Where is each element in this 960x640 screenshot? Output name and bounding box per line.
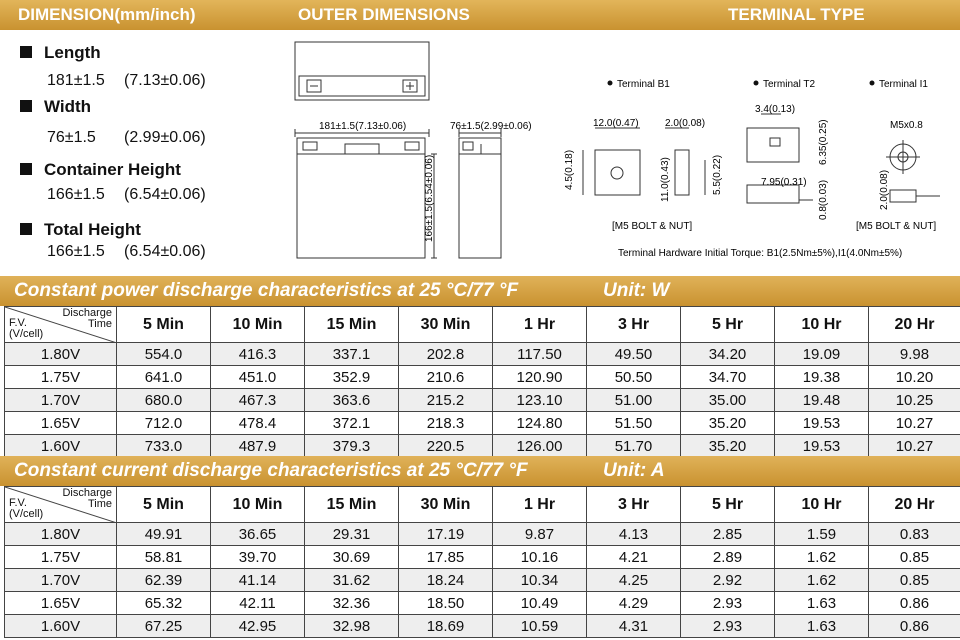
corner-fv: F.V. (V/cell) — [9, 317, 44, 340]
b1-height-text: 4.5(0.18) — [564, 149, 575, 190]
table-corner-cell — [5, 487, 117, 523]
value-cell: 51.00 — [587, 389, 681, 412]
value-cell: 19.53 — [775, 435, 869, 458]
current-section-header — [0, 456, 960, 486]
value-cell: 10.16 — [493, 546, 587, 569]
column-header: 10 Min — [211, 487, 305, 523]
dim-container-height-mm: 166±1.5 — [47, 186, 105, 203]
value-cell: 337.1 — [305, 343, 399, 366]
value-cell: 379.3 — [305, 435, 399, 458]
value-cell: 10.27 — [869, 412, 960, 435]
value-cell: 67.25 — [117, 615, 211, 638]
dim-length-mm: 181±1.5 — [47, 72, 105, 89]
value-cell: 712.0 — [117, 412, 211, 435]
column-header: 3 Hr — [587, 487, 681, 523]
dim-container-height-label: Container Height — [20, 160, 181, 180]
terminal-type-drawing — [555, 30, 960, 270]
square-bullet-icon — [20, 46, 32, 58]
value-cell: 0.83 — [869, 523, 960, 546]
i1-bolt-note: [M5 BOLT & NUT] — [856, 221, 937, 232]
value-cell: 210.6 — [399, 366, 493, 389]
value-cell: 36.65 — [211, 523, 305, 546]
corner-fv: F.V. (V/cell) — [9, 497, 44, 520]
table-row — [5, 569, 960, 592]
column-header: 1 Hr — [493, 487, 587, 523]
dim-width-inch: (2.99±0.06) — [124, 129, 206, 146]
value-cell: 0.85 — [869, 546, 960, 569]
value-cell: 2.89 — [681, 546, 775, 569]
value-cell: 2.92 — [681, 569, 775, 592]
fv-cell: 1.65V — [5, 592, 117, 615]
length-dimension-text: 181±1.5(7.13±0.06) — [319, 121, 407, 132]
value-cell: 65.32 — [117, 592, 211, 615]
value-cell: 467.3 — [211, 389, 305, 412]
table-corner-cell — [5, 307, 117, 343]
dim-length-label: Length — [20, 43, 101, 63]
torque-note: Terminal Hardware Initial Torque: B1(2.5Nm±5%),I1(4.0Nm±5%) — [618, 248, 903, 259]
value-cell: 50.50 — [587, 366, 681, 389]
top-header-bar — [0, 0, 960, 30]
fv-cell: 1.80V — [5, 343, 117, 366]
value-cell: 2.93 — [681, 615, 775, 638]
fv-cell: 1.75V — [5, 546, 117, 569]
table-row — [5, 546, 960, 569]
terminal-b1-label: Terminal B1 — [617, 79, 670, 90]
value-cell: 1.62 — [775, 546, 869, 569]
column-header: 5 Min — [117, 487, 211, 523]
value-cell: 117.50 — [493, 343, 587, 366]
value-cell: 554.0 — [117, 343, 211, 366]
value-cell: 34.20 — [681, 343, 775, 366]
top-view — [295, 42, 429, 100]
height-dimension-text: 166±1.5(6.54±0.06) — [424, 154, 435, 242]
table-row — [5, 435, 960, 458]
value-cell: 9.98 — [869, 343, 960, 366]
value-cell: 32.98 — [305, 615, 399, 638]
column-header: 1 Hr — [493, 307, 587, 343]
dimension-title: DIMENSION(mm/inch) — [18, 5, 196, 24]
value-cell: 30.69 — [305, 546, 399, 569]
value-cell: 10.49 — [493, 592, 587, 615]
column-header: 30 Min — [399, 487, 493, 523]
value-cell: 42.95 — [211, 615, 305, 638]
value-cell: 10.34 — [493, 569, 587, 592]
value-cell: 2.93 — [681, 592, 775, 615]
value-cell: 451.0 — [211, 366, 305, 389]
column-header: 5 Hr — [681, 307, 775, 343]
value-cell: 1.63 — [775, 615, 869, 638]
value-cell: 49.50 — [587, 343, 681, 366]
value-cell: 19.48 — [775, 389, 869, 412]
corner-discharge-time: Discharge Time — [62, 307, 112, 330]
column-header: 10 Hr — [775, 487, 869, 523]
column-header: 5 Min — [117, 307, 211, 343]
value-cell: 29.31 — [305, 523, 399, 546]
value-cell: 124.80 — [493, 412, 587, 435]
value-cell: 31.62 — [305, 569, 399, 592]
value-cell: 215.2 — [399, 389, 493, 412]
dim-total-height-mm: 166±1.5 — [47, 243, 105, 260]
value-cell: 487.9 — [211, 435, 305, 458]
bullet-icon — [870, 81, 875, 86]
value-cell: 0.86 — [869, 615, 960, 638]
dim-container-height-inch: (6.54±0.06) — [124, 186, 206, 203]
value-cell: 4.29 — [587, 592, 681, 615]
value-cell: 39.70 — [211, 546, 305, 569]
fv-cell: 1.70V — [5, 569, 117, 592]
value-cell: 58.81 — [117, 546, 211, 569]
fv-cell: 1.65V — [5, 412, 117, 435]
b1-thickness-text: 2.0(0.08) — [665, 118, 706, 129]
table-row — [5, 343, 960, 366]
t2-length-text: 7.95(0.31) — [761, 177, 807, 188]
value-cell: 9.87 — [493, 523, 587, 546]
bullet-icon — [754, 81, 759, 86]
value-cell: 218.3 — [399, 412, 493, 435]
i1-bolt-text: M5x0.8 — [890, 120, 923, 131]
value-cell: 34.70 — [681, 366, 775, 389]
value-cell: 1.63 — [775, 592, 869, 615]
fv-cell: 1.75V — [5, 366, 117, 389]
corner-discharge-time: Discharge Time — [62, 487, 112, 510]
fv-cell: 1.80V — [5, 523, 117, 546]
i1-thickness-text: 2.0(0.08) — [879, 169, 890, 210]
value-cell: 51.50 — [587, 412, 681, 435]
b1-width-text: 12.0(0.47) — [593, 118, 639, 129]
value-cell: 51.70 — [587, 435, 681, 458]
square-bullet-icon — [20, 100, 32, 112]
value-cell: 35.20 — [681, 412, 775, 435]
column-header: 15 Min — [305, 307, 399, 343]
table-row — [5, 366, 960, 389]
bullet-icon — [608, 81, 613, 86]
value-cell: 18.50 — [399, 592, 493, 615]
value-cell: 680.0 — [117, 389, 211, 412]
value-cell: 42.11 — [211, 592, 305, 615]
value-cell: 19.53 — [775, 412, 869, 435]
value-cell: 478.4 — [211, 412, 305, 435]
column-header: 30 Min — [399, 307, 493, 343]
value-cell: 62.39 — [117, 569, 211, 592]
table-header-row — [5, 487, 960, 523]
t2-height-text: 6.35(0.25) — [818, 119, 829, 165]
value-cell: 641.0 — [117, 366, 211, 389]
outer-dimension-drawing — [285, 30, 555, 270]
value-cell: 363.6 — [305, 389, 399, 412]
dim-total-height-label: Total Height — [20, 220, 141, 240]
value-cell: 32.36 — [305, 592, 399, 615]
value-cell: 372.1 — [305, 412, 399, 435]
value-cell: 10.20 — [869, 366, 960, 389]
dim-width-mm: 76±1.5 — [47, 129, 96, 146]
value-cell: 126.00 — [493, 435, 587, 458]
column-header: 20 Hr — [869, 487, 960, 523]
table-row — [5, 389, 960, 412]
value-cell: 4.25 — [587, 569, 681, 592]
value-cell: 733.0 — [117, 435, 211, 458]
power-section-unit: Unit: W — [603, 280, 670, 301]
value-cell: 416.3 — [211, 343, 305, 366]
dim-length-inch: (7.13±0.06) — [124, 72, 206, 89]
dim-width-label: Width — [20, 97, 91, 117]
table-header-row — [5, 307, 960, 343]
terminal-i1-label: Terminal I1 — [879, 79, 928, 90]
square-bullet-icon — [20, 223, 32, 235]
current-section-title: Constant current discharge characteristics at 25 °C/77 °F — [14, 460, 528, 481]
value-cell: 1.62 — [775, 569, 869, 592]
current-table-body — [5, 523, 960, 638]
value-cell: 49.91 — [117, 523, 211, 546]
outer-dimensions-title: OUTER DIMENSIONS — [298, 5, 470, 24]
value-cell: 19.38 — [775, 366, 869, 389]
value-cell: 17.19 — [399, 523, 493, 546]
table-row — [5, 523, 960, 546]
dim-total-height-inch: (6.54±0.06) — [124, 243, 206, 260]
column-header: 15 Min — [305, 487, 399, 523]
value-cell: 352.9 — [305, 366, 399, 389]
t2-thickness-text: 0.8(0.03) — [818, 179, 829, 220]
fv-cell: 1.70V — [5, 389, 117, 412]
value-cell: 0.86 — [869, 592, 960, 615]
column-header: 3 Hr — [587, 307, 681, 343]
value-cell: 202.8 — [399, 343, 493, 366]
value-cell: 35.00 — [681, 389, 775, 412]
value-cell: 1.59 — [775, 523, 869, 546]
value-cell: 4.31 — [587, 615, 681, 638]
value-cell: 0.85 — [869, 569, 960, 592]
t2-width-text: 3.4(0.13) — [755, 104, 796, 115]
value-cell: 220.5 — [399, 435, 493, 458]
terminal-type-title: TERMINAL TYPE — [728, 5, 865, 24]
column-header: 10 Min — [211, 307, 305, 343]
value-cell: 17.85 — [399, 546, 493, 569]
value-cell: 123.10 — [493, 389, 587, 412]
column-header: 20 Hr — [869, 307, 960, 343]
power-section-title: Constant power discharge characteristics at 25 °C/77 °F — [14, 280, 519, 301]
power-table-body — [5, 343, 960, 458]
table-row — [5, 412, 960, 435]
square-bullet-icon — [20, 163, 32, 175]
table-row — [5, 592, 960, 615]
dimension-list — [0, 30, 280, 270]
width-dimension-text: 76±1.5(2.99±0.06) — [450, 121, 532, 132]
value-cell: 4.21 — [587, 546, 681, 569]
value-cell: 10.27 — [869, 435, 960, 458]
b1-height3-text: 5.5(0.22) — [712, 154, 723, 195]
fv-cell: 1.60V — [5, 435, 117, 458]
value-cell: 18.69 — [399, 615, 493, 638]
value-cell: 2.85 — [681, 523, 775, 546]
power-section-header — [0, 276, 960, 306]
b1-bolt-note: [M5 BOLT & NUT] — [612, 221, 693, 232]
value-cell: 120.90 — [493, 366, 587, 389]
column-header: 5 Hr — [681, 487, 775, 523]
current-section-unit: Unit: A — [603, 460, 665, 481]
terminal-t2-label: Terminal T2 — [763, 79, 816, 90]
value-cell: 4.13 — [587, 523, 681, 546]
value-cell: 18.24 — [399, 569, 493, 592]
value-cell: 35.20 — [681, 435, 775, 458]
fv-cell: 1.60V — [5, 615, 117, 638]
value-cell: 41.14 — [211, 569, 305, 592]
column-header: 10 Hr — [775, 307, 869, 343]
value-cell: 10.59 — [493, 615, 587, 638]
value-cell: 19.09 — [775, 343, 869, 366]
value-cell: 10.25 — [869, 389, 960, 412]
power-discharge-table — [4, 306, 960, 458]
b1-height2-text: 11.0(0.43) — [660, 157, 671, 202]
current-discharge-table — [4, 486, 960, 638]
table-row — [5, 615, 960, 638]
